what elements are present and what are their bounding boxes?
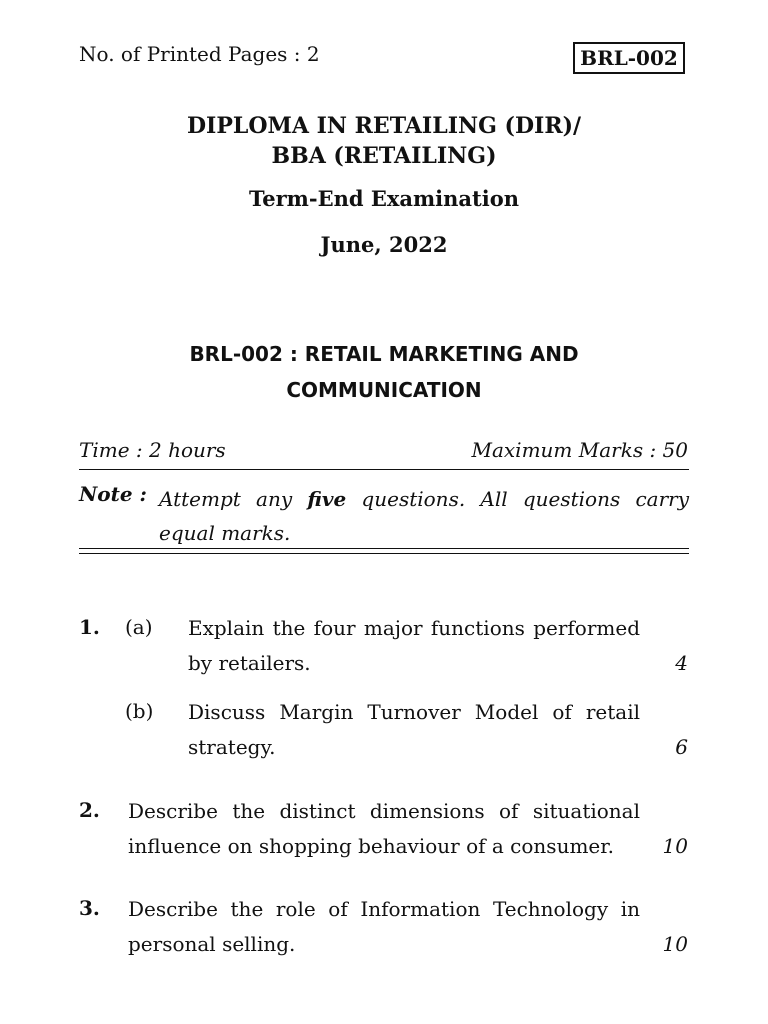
question-number: 2.: [79, 798, 100, 822]
double-divider-top: [79, 548, 689, 549]
question-text: Explain the four major functions performed by retailers.: [188, 616, 640, 675]
question-text: Discuss Margin Turnover Model of retail strategy.: [188, 700, 640, 759]
note-text: [159, 482, 689, 550]
exam-date: June, 2022: [320, 232, 448, 257]
question-marks: 10: [662, 932, 688, 956]
exam-time: Time : 2 hours: [79, 438, 226, 462]
course-code-box: [573, 42, 685, 74]
note-label: Note :: [79, 482, 147, 506]
subquestion-label: (b): [125, 699, 154, 723]
printed-pages-count: No. of Printed Pages : 2: [79, 42, 320, 66]
note-emphasis: five: [307, 487, 347, 511]
question-text: Describe the distinct dimensions of situational influence on shopping behaviour of a consumer.: [128, 799, 640, 858]
subquestion-label: (a): [125, 615, 153, 639]
programme-title-line2: BBA (RETAILING): [271, 143, 497, 169]
note-text-after: questions. All questions carry equal marks.: [159, 487, 689, 545]
question-marks: 4: [675, 651, 688, 675]
exam-type: Term-End Examination: [248, 186, 519, 211]
double-divider-bottom: [79, 553, 689, 554]
divider: [79, 469, 689, 470]
question-number: 1.: [79, 615, 100, 639]
question-marks: 6: [675, 735, 688, 759]
question-number: 3.: [79, 896, 100, 920]
programme-title-line1: DIPLOMA IN RETAILING (DIR)/: [186, 113, 582, 139]
note-text-before: Attempt any: [159, 487, 308, 511]
course-title-line2: COMMUNICATION: [286, 378, 482, 402]
maximum-marks: Maximum Marks : 50: [471, 438, 688, 462]
course-title-line1: BRL-002 : RETAIL MARKETING AND: [189, 342, 579, 366]
question-marks: 10: [662, 834, 688, 858]
course-code: BRL-002: [580, 46, 678, 70]
question-text: Describe the role of Information Technology in personal selling.: [128, 897, 640, 956]
